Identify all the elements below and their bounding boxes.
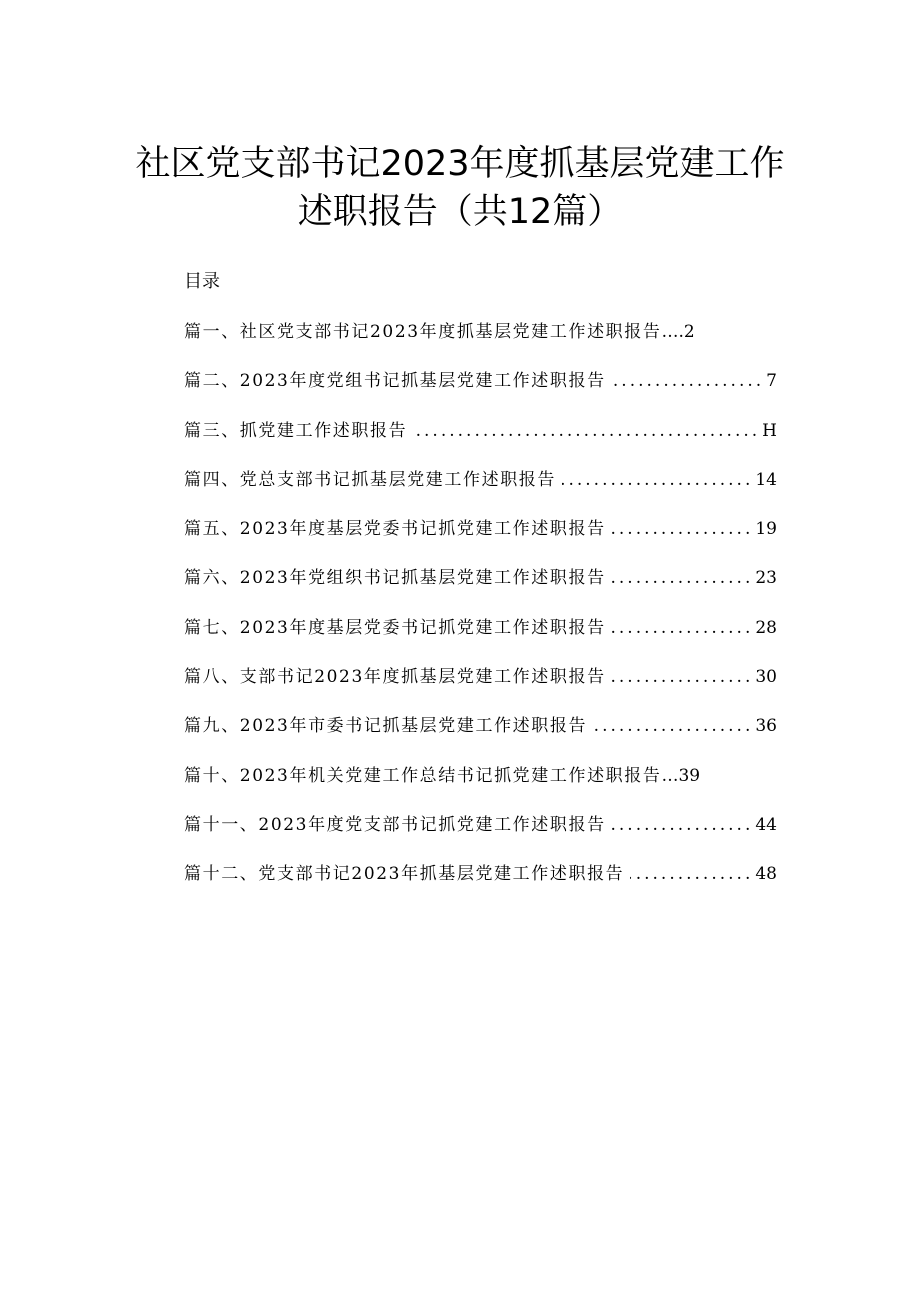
toc-dot-leader	[612, 566, 754, 590]
toc-entry-7[interactable]	[184, 616, 777, 665]
toc-entry-page: 23	[755, 568, 777, 589]
toc-entry-title: 篇三、抓党建工作述职报告	[184, 420, 408, 441]
toc-entry-title: 篇八、支部书记2023年度抓基层党建工作述职报告	[184, 667, 606, 688]
toc-entry-12[interactable]	[184, 862, 777, 911]
toc-entry-title: 篇十、2023年机关党建工作总结书记抓党建工作述职报告	[184, 765, 662, 786]
toc-entry-3[interactable]	[184, 419, 777, 468]
toc-entry-9[interactable]	[184, 714, 777, 763]
toc-entry-page: 44	[755, 814, 777, 835]
toc-entry-title: 篇九、2023年市委书记抓基层党建工作述职报告	[184, 716, 588, 737]
toc-entry-title: 篇一、社区党支部书记2023年度抓基层党建工作述职报告	[184, 322, 662, 342]
toc-dot-leader	[413, 419, 760, 443]
toc-entry-page: 14	[755, 469, 777, 490]
toc-dot-leader	[612, 517, 754, 541]
toc-entry-title: 篇五、2023年度基层党委书记抓党建工作述职报告	[184, 519, 606, 540]
toc-entry-10[interactable]	[184, 764, 777, 813]
toc-entry-title: 篇十一、2023年度党支部书记抓党建工作述职报告	[184, 814, 606, 835]
toc-entry-11[interactable]	[184, 813, 777, 862]
toc-entry-title: 篇七、2023年度基层党委书记抓党建工作述职报告	[184, 617, 606, 638]
toc-dot-leader	[612, 369, 765, 393]
toc-heading: 目录	[184, 271, 220, 292]
toc-entry-title: 篇十二、党支部书记2023年抓基层党建工作述职报告	[184, 864, 625, 885]
toc-entry-page: …39	[661, 765, 701, 786]
toc-entry-page: 48	[755, 864, 777, 885]
toc-entry-page: 7	[766, 371, 777, 392]
toc-entry-title: 篇四、党总支部书记抓基层党建工作述职报告	[184, 469, 556, 490]
toc-entry-page: ….2	[661, 322, 695, 342]
toc-entry-8[interactable]	[184, 665, 777, 714]
toc-entry-page: 19	[755, 519, 777, 540]
table-of-contents	[184, 320, 777, 912]
document-title-line-2: 述职报告（共12篇）	[297, 192, 623, 232]
toc-entry-page: H	[762, 420, 777, 441]
toc-dot-leader	[562, 468, 753, 492]
document-title-line-1: 社区党支部书记2023年度抓基层党建工作	[135, 144, 785, 184]
toc-dot-leader	[593, 714, 753, 738]
toc-entry-6[interactable]	[184, 566, 777, 615]
toc-entry-title: 篇六、2023年党组织书记抓基层党建工作述职报告	[184, 568, 606, 589]
toc-entry-5[interactable]	[184, 517, 777, 566]
toc-dot-leader	[630, 862, 753, 886]
toc-entry-title: 篇二、2023年度党组书记抓基层党建工作述职报告	[184, 371, 606, 392]
toc-entry-2[interactable]	[184, 369, 777, 418]
toc-dot-leader	[612, 813, 754, 837]
toc-entry-1[interactable]	[184, 320, 777, 369]
toc-entry-page: 30	[755, 667, 777, 688]
toc-dot-leader	[612, 616, 754, 640]
toc-dot-leader	[612, 665, 754, 689]
toc-entry-page: 28	[755, 617, 777, 638]
toc-entry-page: 36	[755, 716, 777, 737]
toc-entry-4[interactable]	[184, 468, 777, 517]
